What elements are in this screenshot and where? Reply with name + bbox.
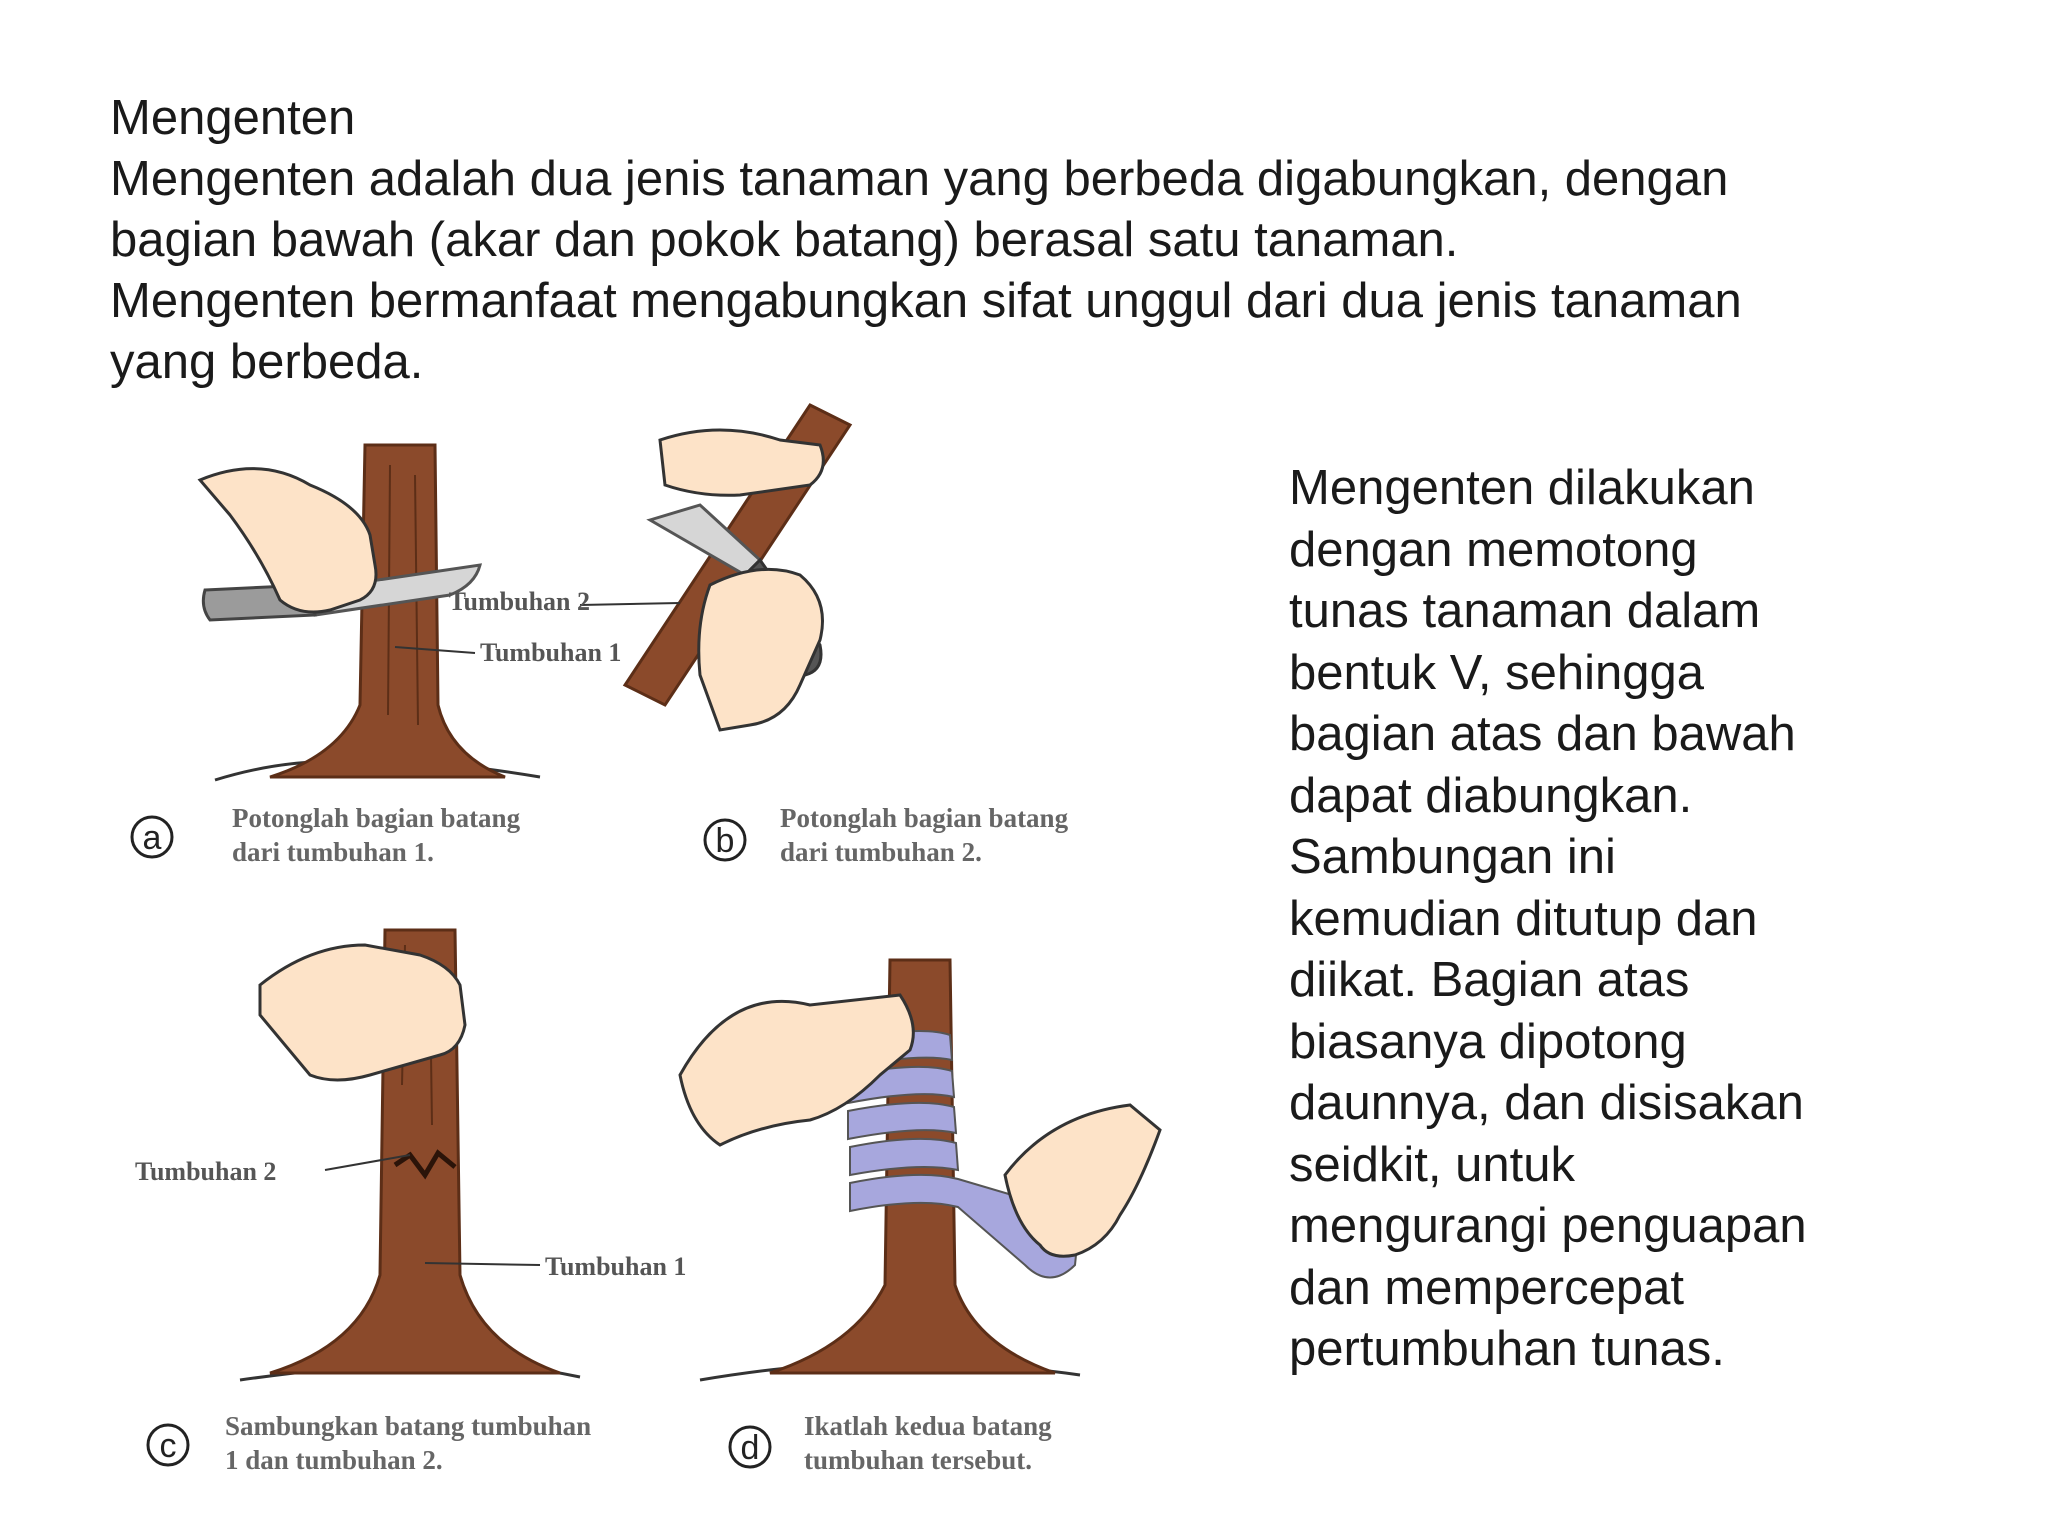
description-line: bagian atas dan bawah <box>1289 707 1796 761</box>
caption-d-line2: tumbuhan tersebut. <box>804 1445 1033 1475</box>
panel-d <box>680 960 1160 1475</box>
intro-text <box>110 88 1910 393</box>
description-line: tunas tanaman dalam <box>1289 584 1761 638</box>
intro-line: Mengenten adalah dua jenis tanaman yang berbeda digabungkan, dengan <box>110 152 1729 206</box>
panel-a <box>132 445 621 867</box>
grafting-illustration <box>120 385 1250 1505</box>
description-line: biasanya dipotong <box>1289 1014 1687 1069</box>
badge-c-letter: c <box>159 1427 177 1465</box>
label-tumbuhan-2: Tumbuhan 2 <box>448 587 590 616</box>
label-tumbuhan-1: Tumbuhan 1 <box>545 1252 687 1281</box>
caption-a-line1: Potonglah bagian batang <box>232 803 521 833</box>
panel-c <box>135 930 686 1475</box>
description-line: dan mempercepat <box>1289 1260 1684 1315</box>
badge-d-letter: d <box>740 1429 760 1467</box>
description-line: kemudian ditutup dan <box>1289 891 1758 946</box>
description-line: pertumbuhan tunas. <box>1289 1322 1725 1376</box>
label-tumbuhan-1: Tumbuhan 1 <box>480 638 622 667</box>
description-line: dapat diabungkan. <box>1289 768 1693 823</box>
caption-d-line1: Ikatlah kedua batang <box>804 1411 1052 1441</box>
badge-a-letter: a <box>142 819 162 857</box>
hand-bottom <box>699 569 823 730</box>
intro-line: yang berbeda. <box>110 335 424 389</box>
hand-right <box>1005 1105 1160 1256</box>
intro-line: Mengenten bermanfaat mengabungkan sifat unggul dari dua jenis tanaman <box>110 274 1742 328</box>
label-tumbuhan-2: Tumbuhan 2 <box>135 1157 277 1186</box>
intro-line: bagian bawah (akar dan pokok batang) berasal satu tanaman. <box>110 213 1459 267</box>
description-line: daunnya, dan disisakan <box>1289 1076 1804 1130</box>
badge-b-letter: b <box>715 822 735 860</box>
caption-c-line2: 1 dan tumbuhan 2. <box>225 1445 443 1475</box>
description-line: bentuk V, sehingga <box>1289 645 1705 700</box>
description-line: dengan memotong <box>1289 522 1698 577</box>
panel-b <box>449 405 1069 867</box>
intro-title: Mengenten <box>110 91 356 145</box>
description-line: diikat. Bagian atas <box>1289 953 1690 1007</box>
description-line: mengurangi penguapan <box>1289 1199 1807 1253</box>
description-line: seidkit, untuk <box>1289 1137 1575 1192</box>
caption-b-line1: Potonglah bagian batang <box>780 803 1069 833</box>
caption-c-line1: Sambungkan batang tumbuhan <box>225 1411 592 1441</box>
grafting-description <box>1289 458 1849 1381</box>
description-line: Sambungan ini <box>1289 830 1616 884</box>
description-line: Mengenten dilakukan <box>1289 461 1755 515</box>
caption-b-line2: dari tumbuhan 2. <box>780 837 982 867</box>
tumbuhan-2-pointer <box>580 603 680 605</box>
caption-a-line2: dari tumbuhan 1. <box>232 837 434 867</box>
